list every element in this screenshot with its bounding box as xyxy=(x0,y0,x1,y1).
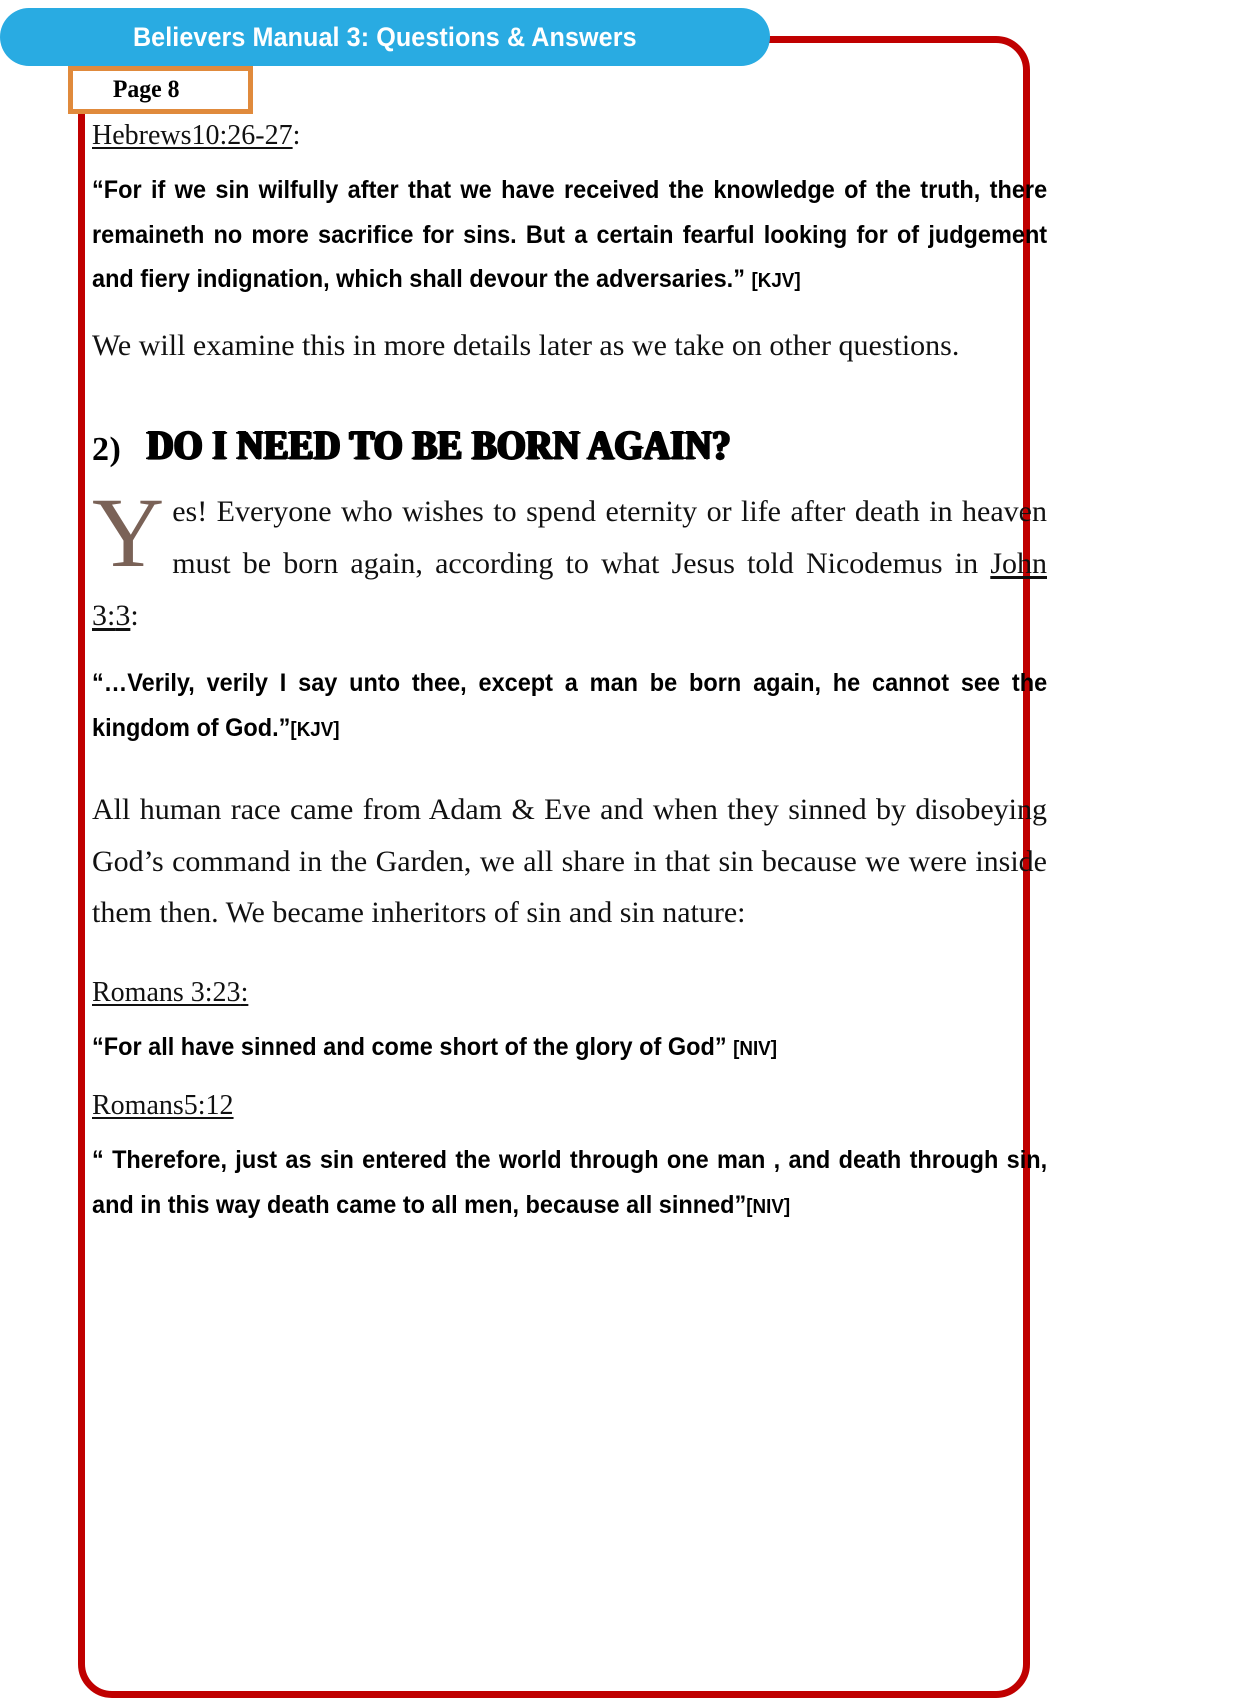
quote-text-hebrews: “For if we sin wilfully after that we have received the knowledge of the truth, there remaineth no more sacrifice for sins. But a certain fearful looking for of judgement and fiery indignation, which shall devour the adversaries.” xyxy=(92,176,1048,294)
scripture-reference-romans-5-12 xyxy=(92,1088,1047,1124)
reference-link-romans-5-12: Romans5:12 xyxy=(92,1089,234,1121)
section-heading-born-again xyxy=(92,423,1047,470)
paragraph-examine-later: We will examine this in more details later as we take on other questions. xyxy=(92,328,960,362)
quote-text-romans-3-23: “For all have sinned and come short of the glory of God” xyxy=(92,1033,727,1062)
quote-source-romans-5-12: [NIV] xyxy=(746,1195,791,1218)
paragraph-adam-eve: All human race came from Adam & Eve and when they sinned by disobeying God’s command in the Garden, we all share in that sin because we were inside them then. We became inheritors of sin and sin nature: xyxy=(92,793,1047,930)
quote-text-romans-5-12: “ Therefore, just as sin entered the world through one man , and death through sin, and in this way death came to all men, because all sinned” xyxy=(92,1146,1048,1219)
reference-colon-john: : xyxy=(130,598,139,632)
page-number-label: Page 8 xyxy=(112,76,180,103)
section-heading-number: 2) xyxy=(92,431,122,469)
reference-link-hebrews: Hebrews10:26-27 xyxy=(92,120,293,151)
quote-text-john: “…Verily, verily I say unto thee, except a man be born again, he cannot see the kingdom of God.” xyxy=(92,669,1048,742)
reference-colon-romans-3-23: : xyxy=(240,977,249,1009)
reference-link-romans-3-23: Romans 3:23 xyxy=(92,977,241,1009)
quote-source-john: [KJV] xyxy=(290,718,340,741)
scripture-quote-romans-5-12 xyxy=(92,1138,1047,1227)
paragraph-yes-text: es! Everyone who wishes to spend eternity or life after death in heaven must be born again, according to what Jesus told Nicodemus in xyxy=(172,495,1047,581)
paragraph-yes-born-again xyxy=(92,477,1047,641)
manual-title-banner xyxy=(0,8,770,66)
scripture-quote-romans-3-23 xyxy=(92,1025,1047,1070)
quote-source-hebrews: [KJV] xyxy=(751,270,801,293)
scripture-reference-hebrews xyxy=(92,118,1047,154)
reference-link-john: John 3: xyxy=(92,547,1047,632)
scripture-quote-john xyxy=(92,661,1047,750)
quote-source-romans-3-23: [NIV] xyxy=(733,1038,777,1061)
dropcap-letter: Y xyxy=(92,477,165,589)
scripture-reference-romans-3-23 xyxy=(92,975,1047,1011)
reference-link-john-verse: 3 xyxy=(115,598,131,632)
manual-title-text: Believers Manual 3: Questions & Answers xyxy=(133,21,637,52)
scripture-quote-hebrews xyxy=(92,168,1047,302)
reference-colon-hebrews: : xyxy=(292,120,301,151)
page-content xyxy=(92,118,1047,1235)
section-heading-text: DO I NEED TO BE BORN AGAIN? xyxy=(147,423,732,470)
page-number-box xyxy=(68,66,253,114)
